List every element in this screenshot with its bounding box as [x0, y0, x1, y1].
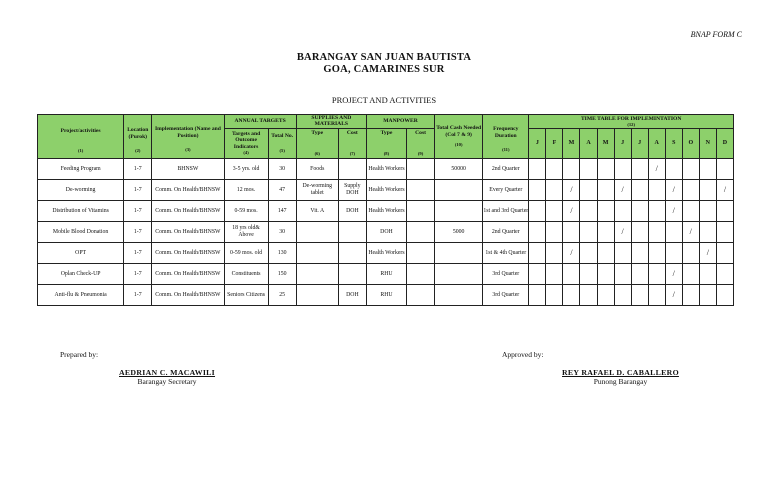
month-cell: [563, 284, 580, 305]
prepared-by-label: Prepared by:: [60, 350, 99, 359]
cell-target: Seniors Citizens: [224, 284, 268, 305]
prepared-signatory: [119, 368, 215, 386]
month-cell: [716, 242, 733, 263]
header-annual-targets: ANNUAL TARGETS: [224, 115, 296, 129]
month-cell: [580, 200, 597, 221]
header-supplies-type: [296, 128, 338, 158]
cell-s-cost: [338, 263, 366, 284]
month-header-5: M: [597, 128, 614, 158]
month-cell: [597, 158, 614, 179]
month-cell: [529, 158, 546, 179]
cell-implementation: Comm. On Health/BHNSW: [152, 179, 224, 200]
month-cell: [563, 158, 580, 179]
cell-cash: [435, 179, 483, 200]
cell-m-cost: [407, 221, 435, 242]
header-supplies-cost: [338, 128, 366, 158]
header-manpower-cost: [407, 128, 435, 158]
check-mark: /: [672, 269, 675, 279]
approved-by-position: Punong Barangay: [593, 377, 648, 386]
month-cell: [563, 242, 580, 263]
month-cell: [631, 242, 648, 263]
header-supplies-type-label: Type: [311, 130, 324, 137]
month-cell: [614, 221, 631, 242]
cell-m-type: DOH: [366, 221, 406, 242]
check-mark: /: [723, 185, 727, 195]
header-supplies-cost-num: (7): [349, 150, 356, 156]
cell-project: Distribution of Vitamins: [38, 200, 124, 221]
month-cell: [529, 221, 546, 242]
month-cell: [682, 221, 699, 242]
cell-m-type: RHU: [366, 263, 406, 284]
cell-total: 47: [268, 179, 296, 200]
month-cell: [546, 179, 563, 200]
cell-project: Feeding Program: [38, 158, 124, 179]
month-cell: [699, 242, 716, 263]
cell-project: Mobile Blood Donation: [38, 221, 124, 242]
header-total-cash-label: Total Cash Needed (Col 7 & 9): [436, 125, 482, 138]
month-cell: [716, 200, 733, 221]
header-timetable: [529, 115, 734, 129]
cell-project: De-worming: [38, 179, 124, 200]
approved-by-block: [502, 350, 543, 359]
month-header-10: O: [682, 128, 699, 158]
header-manpower-type-label: Type: [380, 130, 393, 137]
header-targets-label: Targets and Outcome Indicators: [231, 131, 261, 150]
cell-location: 1-7: [124, 284, 152, 305]
month-cell: [716, 221, 733, 242]
month-cell: [597, 284, 614, 305]
month-cell: [716, 263, 733, 284]
header-timetable-num: (12): [627, 121, 635, 127]
month-cell: [597, 200, 614, 221]
month-cell: [631, 263, 648, 284]
header-manpower: MANPOWER: [366, 115, 434, 129]
cell-location: 1-7: [124, 179, 152, 200]
month-cell: [682, 179, 699, 200]
check-mark: /: [570, 206, 573, 216]
page-subtitle: PROJECT AND ACTIVITIES: [331, 95, 437, 105]
cell-m-cost: [407, 263, 435, 284]
month-cell: [529, 179, 546, 200]
cell-m-type: Health Workers: [366, 242, 406, 263]
month-header-7: J: [631, 128, 648, 158]
month-cell: [614, 179, 631, 200]
table-row: [38, 221, 734, 242]
month-cell: [597, 179, 614, 200]
cell-project: OPT: [38, 242, 124, 263]
cell-implementation: Comm. On Health/BHNSW: [152, 242, 224, 263]
header-timetable-label: TIME TABLE FOR IMPLEMINTATION: [580, 115, 682, 122]
header-supplies: SUPPLIES AND MATERIALS: [296, 115, 366, 129]
check-mark: /: [570, 185, 573, 195]
month-cell: [716, 158, 733, 179]
cell-s-type: [296, 263, 338, 284]
cell-location: 1-7: [124, 221, 152, 242]
header-manpower-cost-num: (9): [417, 150, 424, 156]
cell-m-type: Health Workers: [366, 179, 406, 200]
month-cell: [563, 200, 580, 221]
cell-s-type: De-worming tablet: [296, 179, 338, 200]
month-cell: [529, 200, 546, 221]
cell-frequency: 2nd Quarter: [483, 221, 529, 242]
month-cell: [699, 284, 716, 305]
month-cell: [716, 284, 733, 305]
header-total-cash-num: (10): [454, 142, 463, 148]
cell-location: 1-7: [124, 263, 152, 284]
project-activities-table: [37, 114, 734, 306]
month-cell: [648, 242, 665, 263]
cell-m-type: Health Workers: [366, 200, 406, 221]
month-cell: [699, 263, 716, 284]
cell-m-type: RHU: [366, 284, 406, 305]
header-total-no: [268, 128, 296, 158]
header-supplies-type-num: (6): [314, 150, 320, 156]
header-project-num: (1): [77, 147, 84, 153]
month-cell: [614, 263, 631, 284]
header-total-no-label: Total No.: [271, 133, 294, 140]
cell-cash: 5000: [435, 221, 483, 242]
month-cell: [563, 221, 580, 242]
cell-frequency: 1st & 4th Quarter: [483, 242, 529, 263]
header-supplies-cost-label: Cost: [346, 130, 358, 137]
month-cell: [614, 158, 631, 179]
cell-cash: [435, 242, 483, 263]
cell-m-cost: [407, 284, 435, 305]
check-mark: /: [706, 248, 709, 258]
header-total-cash: [435, 115, 483, 159]
cell-project: Anti-flu & Pneumonia: [38, 284, 124, 305]
check-mark: /: [570, 248, 573, 258]
approved-by-label: Approved by:: [502, 350, 544, 359]
month-cell: [682, 284, 699, 305]
month-cell: [597, 242, 614, 263]
cell-s-type: [296, 242, 338, 263]
month-cell: [614, 200, 631, 221]
cell-m-cost: [407, 200, 435, 221]
header-location-num: (2): [135, 148, 141, 154]
month-cell: [665, 242, 682, 263]
month-cell: [546, 158, 563, 179]
cell-total: 150: [268, 263, 296, 284]
month-cell: [580, 263, 597, 284]
month-cell: [580, 242, 597, 263]
check-mark: /: [689, 227, 692, 237]
month-cell: [665, 179, 682, 200]
approved-signatory: [562, 368, 679, 386]
month-cell: [648, 200, 665, 221]
table-row: [38, 158, 734, 179]
header-project: [38, 115, 124, 159]
month-cell: [597, 263, 614, 284]
table-row: [38, 200, 734, 221]
month-cell: [648, 284, 665, 305]
cell-project: Oplan Check-UP: [38, 263, 124, 284]
cell-total: 30: [268, 221, 296, 242]
cell-s-cost: Supply DOH: [338, 179, 366, 200]
cell-target: Constituents: [224, 263, 268, 284]
cell-frequency: 1st and 3rd Quarter: [483, 200, 529, 221]
month-cell: [631, 158, 648, 179]
month-cell: [648, 221, 665, 242]
header-location-label: Location (Purok): [127, 127, 149, 140]
month-cell: [529, 242, 546, 263]
month-cell: [716, 179, 733, 200]
month-header-8: A: [648, 128, 665, 158]
header-total-no-num: (5): [279, 147, 285, 153]
month-cell: [546, 263, 563, 284]
month-cell: [699, 158, 716, 179]
month-cell: [631, 284, 648, 305]
month-cell: [648, 263, 665, 284]
prepared-by-name: AEDRIAN C. MACAWILI: [119, 368, 216, 377]
cell-cash: [435, 263, 483, 284]
month-header-9: S: [665, 128, 682, 158]
cell-s-cost: [338, 221, 366, 242]
month-cell: [631, 221, 648, 242]
month-cell: [682, 158, 699, 179]
cell-implementation: BHNSW: [152, 158, 224, 179]
cell-total: 25: [268, 284, 296, 305]
check-mark: /: [672, 185, 675, 195]
month-header-11: N: [699, 128, 716, 158]
cell-m-cost: [407, 179, 435, 200]
month-cell: [546, 242, 563, 263]
month-header-12: D: [716, 128, 733, 158]
check-mark: /: [621, 185, 624, 195]
cell-target: 12 mos.: [224, 179, 268, 200]
month-cell: [580, 221, 597, 242]
month-header-1: J: [529, 128, 546, 158]
cell-total: 30: [268, 158, 296, 179]
table-row: [38, 179, 734, 200]
cell-implementation: Comm. On Health/BHNSW: [152, 200, 224, 221]
check-mark: /: [655, 164, 658, 174]
month-cell: [580, 179, 597, 200]
month-cell: [665, 263, 682, 284]
cell-s-cost: [338, 242, 366, 263]
month-cell: [682, 200, 699, 221]
cell-cash: 50000: [435, 158, 483, 179]
month-cell: [665, 200, 682, 221]
header-location: [124, 115, 152, 159]
month-cell: [563, 179, 580, 200]
cell-s-type: Foods: [296, 158, 338, 179]
cell-frequency: 3rd Quarter: [483, 263, 529, 284]
cell-cash: [435, 284, 483, 305]
header-implementation: [152, 115, 224, 159]
prepared-by-position: Barangay Secretary: [137, 377, 197, 386]
month-cell: [648, 158, 665, 179]
cell-s-type: Vit. A: [296, 200, 338, 221]
month-cell: [529, 284, 546, 305]
header-implementation-label: Implementation (Name and Position): [154, 126, 221, 139]
cell-total: 147: [268, 200, 296, 221]
cell-s-type: [296, 221, 338, 242]
month-cell: [682, 242, 699, 263]
header-frequency: [483, 115, 529, 159]
header-targets-indicators: [224, 128, 268, 158]
municipality-title: GOA, CAMARINES SUR: [323, 64, 445, 75]
month-cell: [563, 263, 580, 284]
cell-implementation: Comm. On Health/BHNSW: [152, 263, 224, 284]
form-code: BNAP FORM C: [690, 30, 742, 39]
month-cell: [699, 179, 716, 200]
header-manpower-cost-label: Cost: [415, 130, 426, 137]
month-header-4: A: [580, 128, 597, 158]
month-cell: [580, 158, 597, 179]
header-implementation-num: (3): [185, 147, 191, 153]
cell-frequency: Every Quarter: [483, 179, 529, 200]
month-cell: [665, 221, 682, 242]
month-cell: [682, 263, 699, 284]
cell-s-cost: DOH: [338, 284, 366, 305]
month-cell: [546, 221, 563, 242]
cell-implementation: Comm. On Health/BHNSW: [152, 221, 224, 242]
header-project-label: Project/activities: [60, 127, 101, 134]
cell-m-cost: [407, 158, 435, 179]
cell-frequency: 3rd Quarter: [483, 284, 529, 305]
table-row: [38, 263, 734, 284]
month-header-3: M: [563, 128, 580, 158]
month-cell: [648, 179, 665, 200]
header-frequency-label: Frequency Duration: [493, 126, 519, 139]
prepared-by-block: [60, 350, 98, 359]
cell-location: 1-7: [124, 242, 152, 263]
month-cell: [665, 158, 682, 179]
month-cell: [665, 284, 682, 305]
month-cell: [631, 179, 648, 200]
barangay-title: BARANGAY SAN JUAN BAUTISTA: [296, 52, 472, 63]
header-manpower-type-num: (8): [383, 150, 390, 156]
month-cell: [546, 284, 563, 305]
cell-total: 130: [268, 242, 296, 263]
month-cell: [699, 221, 716, 242]
header-manpower-type: [366, 128, 406, 158]
cell-target: 18 yrs old& Above: [224, 221, 268, 242]
cell-s-type: [296, 284, 338, 305]
month-cell: [614, 284, 631, 305]
header-frequency-num: (11): [502, 147, 510, 153]
month-cell: [699, 200, 716, 221]
check-mark: /: [621, 227, 624, 237]
check-mark: /: [672, 206, 675, 216]
cell-cash: [435, 200, 483, 221]
cell-s-cost: [338, 158, 366, 179]
table-row: [38, 242, 734, 263]
month-cell: [529, 263, 546, 284]
check-mark: /: [672, 290, 675, 300]
month-header-2: F: [546, 128, 563, 158]
month-cell: [597, 221, 614, 242]
month-cell: [546, 200, 563, 221]
cell-implementation: Comm. On Health/BHNSW: [152, 284, 224, 305]
cell-s-cost: DOH: [338, 200, 366, 221]
cell-m-type: Health Workers: [366, 158, 406, 179]
cell-location: 1-7: [124, 200, 152, 221]
cell-frequency: 2nd Quarter: [483, 158, 529, 179]
month-cell: [580, 284, 597, 305]
cell-target: 0-59 mos. old: [224, 242, 268, 263]
month-header-6: J: [614, 128, 631, 158]
table-body: [38, 158, 734, 305]
table-row: [38, 284, 734, 305]
month-cell: [631, 200, 648, 221]
cell-m-cost: [407, 242, 435, 263]
approved-by-name: REY RAFAEL D. CABALLERO: [562, 368, 679, 377]
header-targets-num: (4): [243, 150, 249, 156]
cell-location: 1-7: [124, 158, 152, 179]
cell-target: 0-59 mos.: [224, 200, 268, 221]
cell-target: 3-5 yrs. old: [224, 158, 268, 179]
month-cell: [614, 242, 631, 263]
